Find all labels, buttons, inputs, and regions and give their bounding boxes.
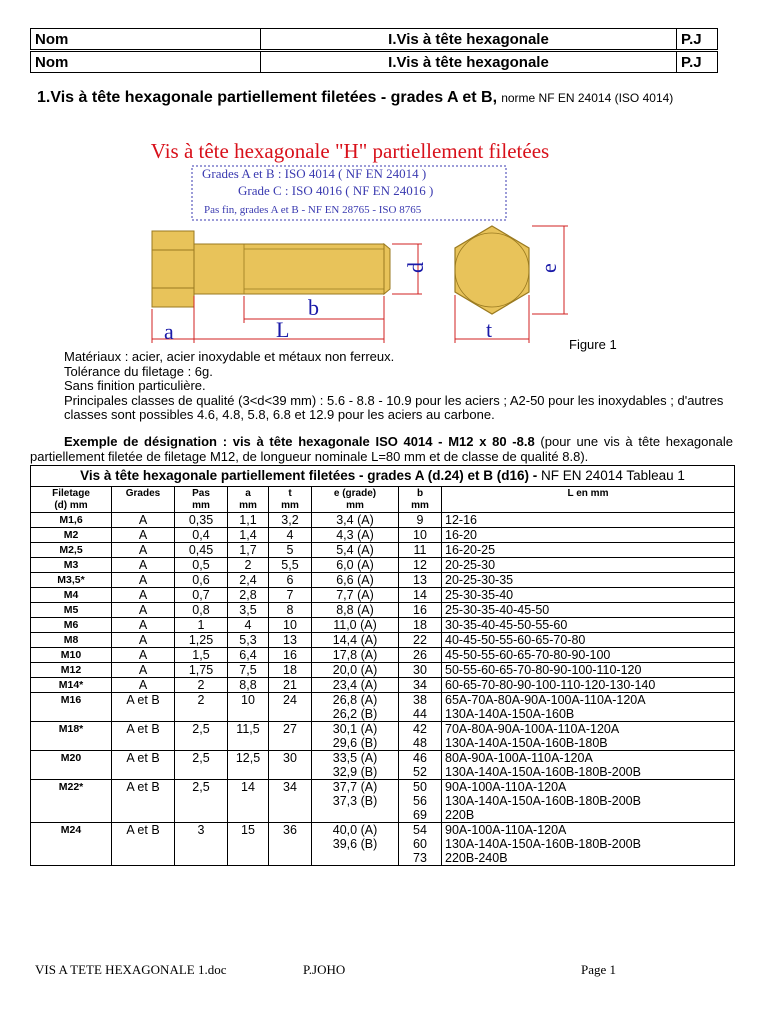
table-row bbox=[31, 528, 735, 543]
table-cell: M10 bbox=[31, 648, 112, 663]
table-cell: A bbox=[112, 618, 175, 633]
screw-side-view bbox=[152, 231, 390, 307]
table-cell: M2 bbox=[31, 528, 112, 543]
table-cell: M4 bbox=[31, 588, 112, 603]
table-cell: M22* bbox=[31, 780, 112, 823]
label-L: L bbox=[276, 317, 290, 342]
note-finish: Sans finition particulière. bbox=[64, 378, 206, 393]
table-cell: 5,5 bbox=[269, 558, 312, 573]
table-cell: 0,8 bbox=[175, 603, 228, 618]
table-cell: A et B bbox=[112, 823, 175, 866]
table-row bbox=[31, 618, 735, 633]
table-cell: 3,4 (A) bbox=[312, 513, 399, 528]
table-cell: A bbox=[112, 558, 175, 573]
table-cell: 40-45-50-55-60-65-70-80 bbox=[442, 633, 735, 648]
table-cell: 0,35 bbox=[175, 513, 228, 528]
table-cell: 46 52 bbox=[399, 751, 442, 780]
table-cell: A et B bbox=[112, 780, 175, 823]
table-cell: 7 bbox=[269, 588, 312, 603]
table-cell: A bbox=[112, 543, 175, 558]
section-title-bold: 1.Vis à tête hexagonale partiellement filetées - grades A et B, bbox=[37, 89, 498, 106]
table-cell: 1 bbox=[175, 618, 228, 633]
table-cell: A et B bbox=[112, 693, 175, 722]
label-b: b bbox=[308, 295, 319, 320]
table-cell: 60-65-70-80-90-100-110-120-130-140 bbox=[442, 678, 735, 693]
column-header: Filetage (d) mm bbox=[31, 487, 112, 513]
example-rest: (pour une vis à tête hexagonale partiellement filetée de filetage M12, de longueur nominale L=80 mm et de classe de qualité 8.8). bbox=[30, 434, 733, 464]
table-cell: 2,5 bbox=[175, 722, 228, 751]
table-cell: 54 60 73 bbox=[399, 823, 442, 866]
footer-page: Page 1 bbox=[581, 962, 617, 977]
table-cell: 42 48 bbox=[399, 722, 442, 751]
table-cell: 65A-70A-80A-90A-100A-110A-120A 130A-140A-150A-160B bbox=[442, 693, 735, 722]
section-title bbox=[37, 90, 737, 106]
label-d: d bbox=[403, 262, 428, 273]
table-row bbox=[31, 588, 735, 603]
table-cell: 30-35-40-45-50-55-60 bbox=[442, 618, 735, 633]
table-cell: 0,4 bbox=[175, 528, 228, 543]
table-cell: A bbox=[112, 513, 175, 528]
table-cell: M3,5* bbox=[31, 573, 112, 588]
table-cell: 13 bbox=[269, 633, 312, 648]
table-cell: 14,4 (A) bbox=[312, 633, 399, 648]
table-cell: 2 bbox=[228, 558, 269, 573]
column-header: b mm bbox=[399, 487, 442, 513]
table-cell: 13 bbox=[399, 573, 442, 588]
norm-line-3: Pas fin, grades A et B - NF EN 28765 - ISO 8765 bbox=[204, 204, 422, 216]
table-cell: 0,7 bbox=[175, 588, 228, 603]
table-cell: 30,1 (A) 29,6 (B) bbox=[312, 722, 399, 751]
table-cell: 18 bbox=[399, 618, 442, 633]
table-cell: A bbox=[112, 573, 175, 588]
table-cell: 5,3 bbox=[228, 633, 269, 648]
note-classes: Principales classes de qualité (3<d<39 mm) : 5.6 - 8.8 - 10.9 pour les aciers ; A2-50 pour les inoxydables ; d'autres classes sont possibles 4.6, 4.8, 5.8, 6.8 et 12.9 pour les aciers au carbone. bbox=[64, 392, 724, 422]
table-cell: 4 bbox=[269, 528, 312, 543]
table-cell: 18 bbox=[269, 663, 312, 678]
table-cell: 4 bbox=[228, 618, 269, 633]
table-cell: 15 bbox=[228, 823, 269, 866]
table-cell: 10 bbox=[228, 693, 269, 722]
table-cell: 6,4 bbox=[228, 648, 269, 663]
table-cell: 7,7 (A) bbox=[312, 588, 399, 603]
note-tolerance: Tolérance du filetage : 6g. bbox=[64, 363, 213, 379]
table-cell: M2,5 bbox=[31, 543, 112, 558]
column-header: Pas mm bbox=[175, 487, 228, 513]
table-row bbox=[31, 648, 735, 663]
table-cell: 24 bbox=[269, 693, 312, 722]
table-cell: A bbox=[112, 528, 175, 543]
table-cell: M1,6 bbox=[31, 513, 112, 528]
table-cell: 80A-90A-100A-110A-120A 130A-140A-150A-160B-180B-200B bbox=[442, 751, 735, 780]
example-bold: Exemple de désignation : vis à tête hexagonale ISO 4014 - M12 x 80 -8.8 bbox=[64, 434, 535, 449]
table-cell: 7,5 bbox=[228, 663, 269, 678]
table-cell: 2,5 bbox=[175, 780, 228, 823]
designation-example bbox=[30, 434, 733, 464]
column-header: Grades bbox=[112, 487, 175, 513]
table-cell: M18* bbox=[31, 722, 112, 751]
table-row bbox=[31, 603, 735, 618]
table-cell: M14* bbox=[31, 678, 112, 693]
table-cell: A et B bbox=[112, 751, 175, 780]
norm-line-2: Grade C : ISO 4016 ( NF EN 24016 ) bbox=[238, 183, 434, 198]
column-header: t mm bbox=[269, 487, 312, 513]
table-cell: 3,2 bbox=[269, 513, 312, 528]
note-materials: Matériaux : acier, acier inoxydable et métaux non ferreux. bbox=[64, 349, 395, 364]
section-title-norm: norme NF EN 24014 (ISO 4014) bbox=[501, 91, 674, 105]
table-cell: 45-50-55-60-65-70-80-90-100 bbox=[442, 648, 735, 663]
table-cell: 1,1 bbox=[228, 513, 269, 528]
table-cell: 12 bbox=[399, 558, 442, 573]
column-header: e (grade) mm bbox=[312, 487, 399, 513]
table-cell: 0,45 bbox=[175, 543, 228, 558]
table-cell: 2 bbox=[175, 693, 228, 722]
table-cell: 8,8 (A) bbox=[312, 603, 399, 618]
table-row bbox=[31, 633, 735, 648]
table-row bbox=[31, 573, 735, 588]
header-pj: P.J bbox=[677, 52, 718, 73]
notes bbox=[64, 350, 734, 423]
header-nom: Nom bbox=[31, 52, 261, 73]
table-cell: 30 bbox=[399, 663, 442, 678]
table-cell: 16-20 bbox=[442, 528, 735, 543]
header-title: I.Vis à tête hexagonale bbox=[261, 29, 677, 50]
table-cell: M5 bbox=[31, 603, 112, 618]
table-cell: 50-55-60-65-70-80-90-100-110-120 bbox=[442, 663, 735, 678]
table-cell: 70A-80A-90A-100A-110A-120A 130A-140A-150A-160B-180B bbox=[442, 722, 735, 751]
screw-hex-view bbox=[455, 226, 529, 314]
table-cell: A bbox=[112, 588, 175, 603]
table-cell: A bbox=[112, 678, 175, 693]
table-cell: 1,7 bbox=[228, 543, 269, 558]
label-t: t bbox=[486, 317, 493, 342]
table-cell: 0,6 bbox=[175, 573, 228, 588]
table-cell: 3 bbox=[175, 823, 228, 866]
table-cell: 25-30-35-40 bbox=[442, 588, 735, 603]
header-pj: P.J bbox=[677, 29, 718, 50]
table-cell: 10 bbox=[399, 528, 442, 543]
table-row bbox=[31, 722, 735, 751]
table-cell: 6 bbox=[269, 573, 312, 588]
table-cell: 8,8 bbox=[228, 678, 269, 693]
table-cell: A bbox=[112, 663, 175, 678]
figure-title: Vis à tête hexagonale "H" partiellement filetées bbox=[150, 139, 550, 163]
table-cell: 26,8 (A) 26,2 (B) bbox=[312, 693, 399, 722]
table-row bbox=[31, 558, 735, 573]
table-cell: 3,5 bbox=[228, 603, 269, 618]
table-caption-bold: Vis à tête hexagonale partiellement filetées - grades A (d.24) et B (d16) - bbox=[80, 468, 538, 483]
table-cell: 11,5 bbox=[228, 722, 269, 751]
table-cell: M24 bbox=[31, 823, 112, 866]
table-cell: 2 bbox=[175, 678, 228, 693]
table-cell: A bbox=[112, 603, 175, 618]
table-cell: 1,5 bbox=[175, 648, 228, 663]
table-cell: 1,75 bbox=[175, 663, 228, 678]
table-cell: M6 bbox=[31, 618, 112, 633]
label-e: e bbox=[536, 263, 561, 273]
table-cell: 16-20-25 bbox=[442, 543, 735, 558]
table-cell: 23,4 (A) bbox=[312, 678, 399, 693]
table-row bbox=[31, 543, 735, 558]
table-cell: 14 bbox=[228, 780, 269, 823]
table-row bbox=[31, 823, 735, 866]
table-cell: 6,0 (A) bbox=[312, 558, 399, 573]
table-cell: 30 bbox=[269, 751, 312, 780]
table-caption-norm: NF EN 24014 Tableau 1 bbox=[541, 468, 685, 483]
header-box-2 bbox=[30, 51, 718, 73]
table-cell: 40,0 (A) 39,6 (B) bbox=[312, 823, 399, 866]
table-cell: 6,6 (A) bbox=[312, 573, 399, 588]
table-cell: 11 bbox=[399, 543, 442, 558]
table-row bbox=[31, 663, 735, 678]
label-a: a bbox=[164, 319, 174, 344]
table-cell: 11,0 (A) bbox=[312, 618, 399, 633]
table-cell: 22 bbox=[399, 633, 442, 648]
table-cell: 14 bbox=[399, 588, 442, 603]
table-cell: 21 bbox=[269, 678, 312, 693]
table-cell: M3 bbox=[31, 558, 112, 573]
table-cell: 33,5 (A) 32,9 (B) bbox=[312, 751, 399, 780]
header-box-1 bbox=[30, 28, 718, 50]
table-cell: 38 44 bbox=[399, 693, 442, 722]
column-header: a mm bbox=[228, 487, 269, 513]
table-cell: 34 bbox=[269, 780, 312, 823]
dimensions-table bbox=[30, 465, 735, 866]
table-cell: 1,25 bbox=[175, 633, 228, 648]
table-cell: 90A-100A-110A-120A 130A-140A-150A-160B-180B-200B 220B-240B bbox=[442, 823, 735, 866]
table-cell: 20-25-30-35 bbox=[442, 573, 735, 588]
table-cell: M12 bbox=[31, 663, 112, 678]
table-cell: 2,4 bbox=[228, 573, 269, 588]
table-row bbox=[31, 513, 735, 528]
table-cell: 36 bbox=[269, 823, 312, 866]
table-cell: 50 56 69 bbox=[399, 780, 442, 823]
table-cell: 5,4 (A) bbox=[312, 543, 399, 558]
table-cell: 1,4 bbox=[228, 528, 269, 543]
table-cell: 12,5 bbox=[228, 751, 269, 780]
table-cell: M16 bbox=[31, 693, 112, 722]
table-cell: 34 bbox=[399, 678, 442, 693]
header-nom: Nom bbox=[31, 29, 261, 50]
table-cell: 16 bbox=[269, 648, 312, 663]
table-cell: 25-30-35-40-45-50 bbox=[442, 603, 735, 618]
table-cell: 26 bbox=[399, 648, 442, 663]
table-cell: A bbox=[112, 633, 175, 648]
table-cell: M20 bbox=[31, 751, 112, 780]
header-title: I.Vis à tête hexagonale bbox=[261, 52, 677, 73]
norm-line-1: Grades A et B : ISO 4014 ( NF EN 24014 ) bbox=[202, 166, 427, 181]
table-row bbox=[31, 751, 735, 780]
table-cell: 4,3 (A) bbox=[312, 528, 399, 543]
table-cell: 16 bbox=[399, 603, 442, 618]
table-cell: 27 bbox=[269, 722, 312, 751]
table-cell: 8 bbox=[269, 603, 312, 618]
table-row bbox=[31, 780, 735, 823]
table-cell: 20,0 (A) bbox=[312, 663, 399, 678]
table-cell: 10 bbox=[269, 618, 312, 633]
table-cell: 12-16 bbox=[442, 513, 735, 528]
table-cell: 2,8 bbox=[228, 588, 269, 603]
table-cell: 9 bbox=[399, 513, 442, 528]
table-row bbox=[31, 693, 735, 722]
table-cell: 37,7 (A) 37,3 (B) bbox=[312, 780, 399, 823]
table-caption bbox=[31, 466, 735, 487]
screw-figure bbox=[140, 133, 590, 348]
figure-caption: Figure 1 bbox=[569, 337, 617, 352]
table-cell: M8 bbox=[31, 633, 112, 648]
table-row bbox=[31, 678, 735, 693]
table-cell: 2,5 bbox=[175, 751, 228, 780]
table-cell: A et B bbox=[112, 722, 175, 751]
table-cell: 20-25-30 bbox=[442, 558, 735, 573]
table-cell: 90A-100A-110A-120A 130A-140A-150A-160B-180B-200B 220B bbox=[442, 780, 735, 823]
table-cell: 17,8 (A) bbox=[312, 648, 399, 663]
table-cell: A bbox=[112, 648, 175, 663]
footer-file: VIS A TETE HEXAGONALE 1.doc bbox=[35, 962, 227, 977]
footer-author: P.JOHO bbox=[303, 962, 346, 977]
column-header: L en mm bbox=[442, 487, 735, 513]
table-cell: 0,5 bbox=[175, 558, 228, 573]
table-cell: 5 bbox=[269, 543, 312, 558]
